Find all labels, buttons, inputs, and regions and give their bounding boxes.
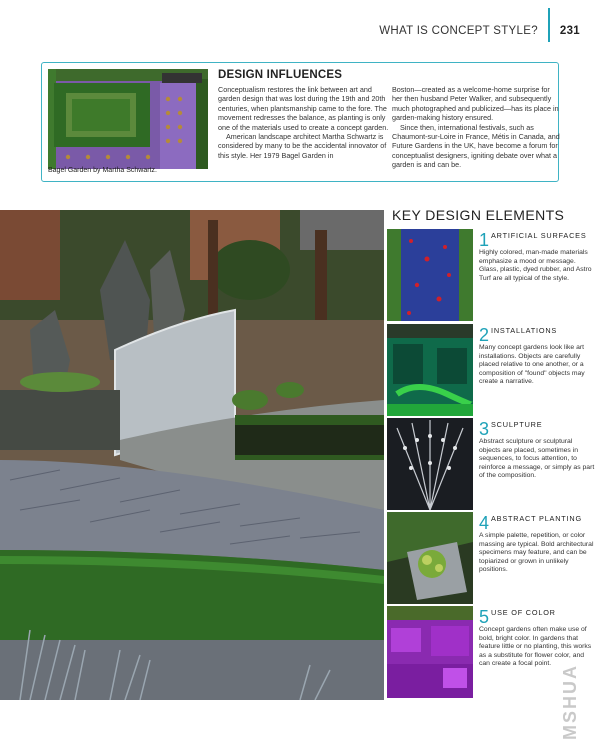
key-element-1-text [479,231,595,283]
bagel-garden-photo [48,69,208,169]
key-design-elements-title: KEY DESIGN ELEMENTS [392,207,565,223]
abstract-planting-photo [387,512,473,604]
abstract-planting-illustration [387,512,473,604]
installations-illustration [387,324,473,416]
influences-paragraph-3: Boston—created as a welcome-home surprise for her then husband Peter Walker, and subsequently much photographed and publicized—has its place in garden-making history ensured. [392,85,559,123]
use-of-color-photo [387,606,473,698]
photo-caption: Bagel Garden by Martha Schwartz. [48,167,157,174]
key-element-4-body: A simple palette, repetition, or color massing are typical. Bold architectural specimens may feature, and can be topiarized or grown in unlikely positions. [479,532,594,574]
key-element-3-heading: SCULPTURE [491,420,543,429]
influences-column-1 [218,85,393,160]
key-element-2-text [479,326,595,387]
concept-garden-photo [0,210,384,700]
key-element-1-number: 1 [479,230,490,250]
sculpture-illustration [387,418,473,510]
sculpture-photo [387,418,473,510]
key-element-4-text [479,514,595,575]
key-element-4-number: 4 [479,513,490,533]
key-element-2-heading: INSTALLATIONS [491,326,558,335]
influences-title: DESIGN INFLUENCES [218,69,343,81]
key-element-2 [387,324,597,416]
artificial-surfaces-photo [387,229,473,321]
key-element-2-body: Many concept gardens look like art installations. Objects are carefully placed relative to one another, or a composition of "found" objects may create a narrative. [479,344,585,386]
key-element-1 [387,229,597,321]
key-element-5-body: Concept gardens often make use of bold, bright color. In gardens that feature little or no planting, this works as a substitute for flower color, and can create a focal point. [479,626,592,668]
concept-garden-illustration [0,210,384,700]
influences-paragraph-4: Since then, international festivals, such as Chaumont-sur-Loire in France, Métis in Canada, and Future Gardens in the UK, have become a forum for conceptualist designers, igniting debate over what a garden is and can be. [392,122,560,170]
key-element-3 [387,418,597,510]
influences-column-2 [392,85,562,170]
installations-photo [387,324,473,416]
page-number: 231 [559,25,580,37]
key-element-2-number: 2 [479,325,490,345]
key-element-5-number: 5 [479,607,490,627]
watermark: MSHUA [560,664,580,740]
design-influences-box [41,62,559,182]
artificial-surfaces-illustration [387,229,473,321]
running-head-title: WHAT IS CONCEPT STYLE? [379,25,538,37]
key-element-3-text [479,420,595,481]
running-head-rule [548,8,550,42]
use-of-color-illustration [387,606,473,698]
key-element-1-heading: ARTIFICIAL SURFACES [491,231,587,240]
key-element-4-heading: ABSTRACT PLANTING [491,514,582,523]
influences-paragraph-2: American landscape architect Martha Schwartz is considered by many to be the accidental innovator of this style. Her 1979 Bagel Garden in [218,132,387,160]
key-element-3-number: 3 [479,419,490,439]
bagel-garden-illustration [48,69,208,169]
key-element-1-body: Highly colored, man-made materials emphasize a mood or message. Glass, plastic, dyed rubber, and Astro Turf are all typical of the style. [479,249,592,282]
influences-paragraph-1: Conceptualism restores the link between art and garden design that was lost during the 19th and 20th centuries, when plantsmanship came to the fore. The movement redresses the balance, as planting is only one of the materials used to create a concept garden. [218,85,389,132]
key-element-3-body: Abstract sculpture or sculptural objects are placed, sometimes in sequences, to focus attention, to reinforce a message, or simply as part of the composition. [479,438,595,480]
key-element-4 [387,512,597,604]
running-head [379,22,580,40]
key-element-5-heading: USE OF COLOR [491,608,556,617]
